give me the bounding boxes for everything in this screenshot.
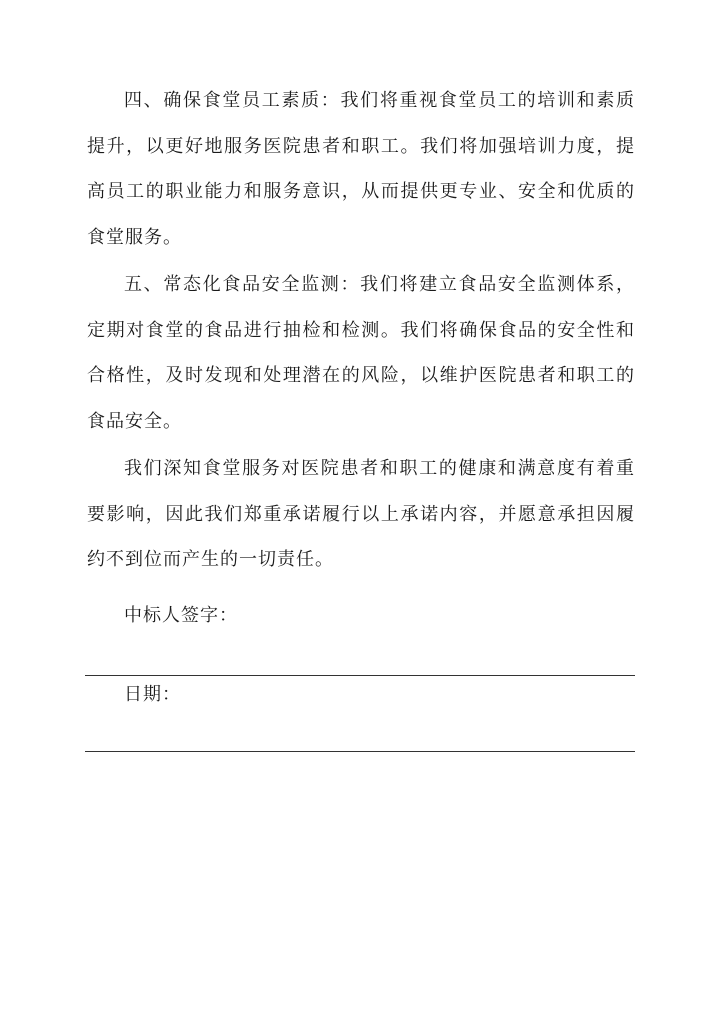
closing-statement-paragraph: 我们深知食堂服务对医院患者和职工的健康和满意度有着重要影响，因此我们郑重承诺履行以上承诺内容，并愿意承担因履约不到位而产生的一切责任。 <box>87 458 635 570</box>
commitment-paragraph-food-safety-monitoring: 五、常态化食品安全监测：我们将建立食品安全监测体系，定期对食堂的食品进行抽检和检测。我们将确保食品的安全性和合格性，及时发现和处理潜在的风险，以维护医院患者和职工的食品安全。 <box>87 274 635 432</box>
date-line <box>85 751 635 752</box>
commitment-paragraph-staff-quality: 四、确保食堂员工素质：我们将重视食堂员工的培训和素质提升，以更好地服务医院患者和职工。我们将加强培训力度，提高员工的职业能力和服务意识，从而提供更专业、安全和优质的食堂服务。 <box>87 90 635 248</box>
signature-line <box>85 675 635 676</box>
date-label: 日期： <box>124 684 181 705</box>
bidder-signature-label: 中标人签字： <box>124 605 238 626</box>
